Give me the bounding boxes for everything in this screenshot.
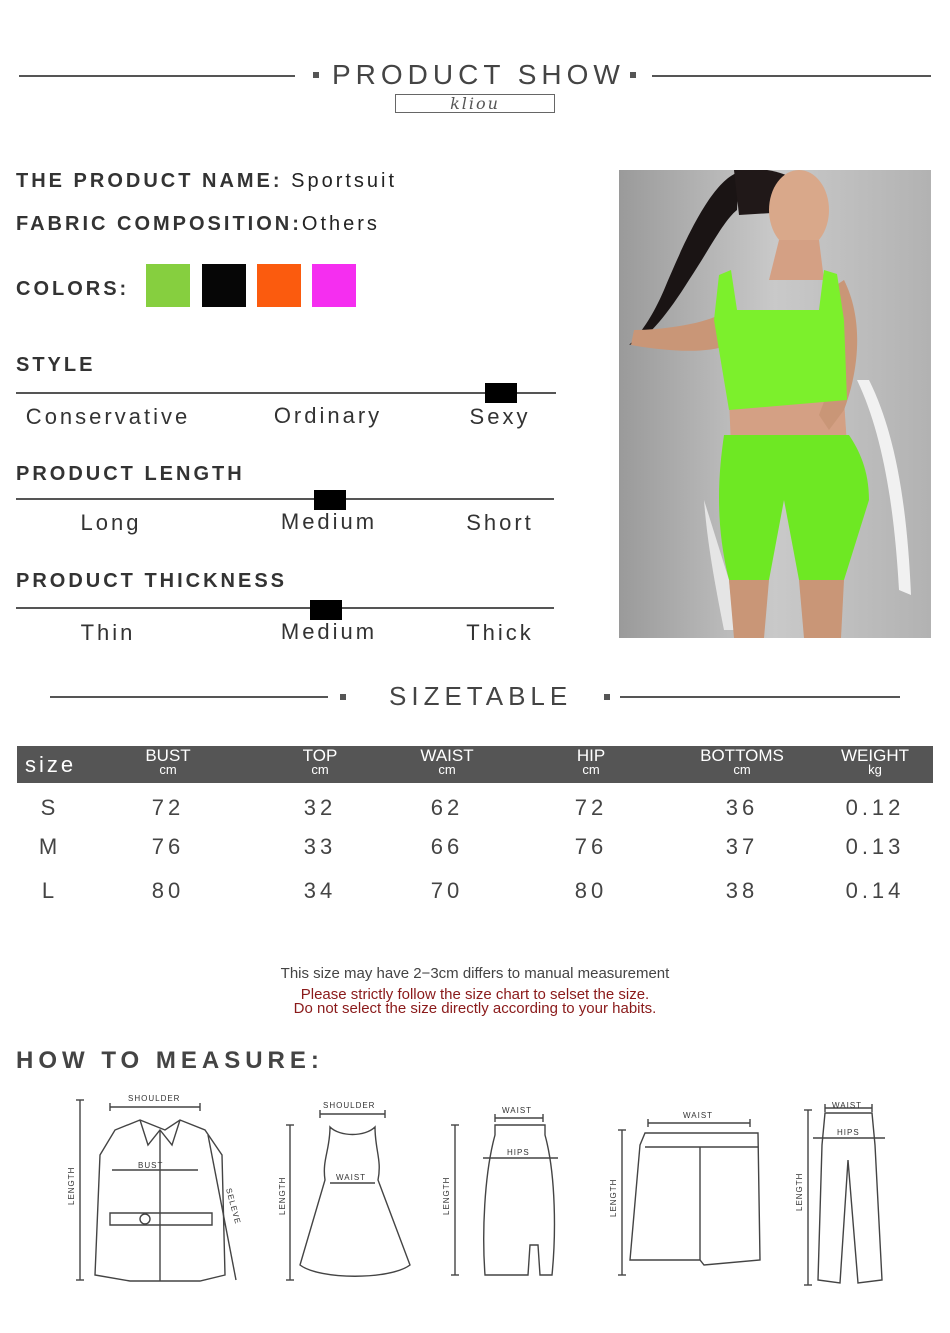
style-title: STYLE xyxy=(16,354,96,376)
column-header-weight xyxy=(841,746,909,777)
length-selected-marker xyxy=(314,490,346,510)
style-scale-line xyxy=(16,392,556,394)
dress-diagram xyxy=(286,1110,410,1280)
column-header-bottoms xyxy=(700,746,784,777)
table-cell: 37 xyxy=(725,834,759,859)
table-cell: 62 xyxy=(430,795,464,820)
style-option-conservative: Conservative xyxy=(25,404,191,429)
top-header: TOP xyxy=(302,746,338,765)
table-cell: 80 xyxy=(151,878,185,903)
column-header-top xyxy=(302,746,338,777)
jacket-shoulder-label: SHOULDER xyxy=(128,1094,181,1103)
note-follow-chart: Please strictly follow the size chart to selset the size. xyxy=(300,986,650,1003)
jacket-diagram xyxy=(76,1100,236,1281)
colors-row xyxy=(16,278,129,301)
note-measurement: This size may have 2−3cm differs to manual measurement xyxy=(280,965,670,982)
colors-label: COLORS: xyxy=(16,278,130,300)
length-title: PRODUCT LENGTH xyxy=(16,463,245,485)
size-label: S xyxy=(40,795,60,820)
top-unit: cm xyxy=(311,762,329,777)
how-to-measure-title: HOW TO MEASURE: xyxy=(16,1047,324,1074)
product-name-row xyxy=(16,170,397,193)
bust-header: BUST xyxy=(145,746,191,765)
jacket-bust-label: BUST xyxy=(138,1161,164,1170)
length-option-long: Long xyxy=(80,510,142,535)
pants-hips-label: HIPS xyxy=(837,1128,860,1137)
skirt-length-label: LENGTH xyxy=(442,1176,451,1215)
thickness-option-thick: Thick xyxy=(466,620,534,645)
jacket-sleeve-label: SELEVE xyxy=(224,1187,243,1226)
fabric-value: Others xyxy=(301,213,380,235)
sizetable-title: SIZETABLE xyxy=(389,681,573,711)
bottoms-unit: cm xyxy=(733,762,751,777)
table-cell: 70 xyxy=(430,878,464,903)
dress-waist-label: WAIST xyxy=(336,1173,367,1182)
table-cell: 76 xyxy=(574,834,608,859)
shorts-diagram xyxy=(618,1119,760,1275)
table-cell: 38 xyxy=(725,878,759,903)
jacket-length-label: LENGTH xyxy=(67,1166,76,1205)
length-scale-line xyxy=(16,498,554,500)
shorts-length-label: LENGTH xyxy=(609,1178,618,1217)
brand-logo: kliou xyxy=(395,94,555,113)
product-photo xyxy=(619,170,931,638)
column-header-bust xyxy=(145,746,191,777)
header-rule-right xyxy=(652,75,931,77)
thickness-option-medium: Medium xyxy=(280,619,378,644)
thickness-option-thin: Thin xyxy=(80,620,136,645)
fabric-label: FABRIC COMPOSITION: xyxy=(16,213,302,235)
shorts-waist-label: WAIST xyxy=(683,1111,714,1120)
table-cell: 0.14 xyxy=(845,878,905,903)
table-cell: 76 xyxy=(151,834,185,859)
color-swatch[interactable] xyxy=(312,264,356,307)
table-cell: 32 xyxy=(303,795,337,820)
style-option-ordinary: Ordinary xyxy=(273,403,383,428)
thickness-title: PRODUCT THICKNESS xyxy=(16,570,288,592)
header-bullet-right xyxy=(630,72,636,78)
pants-length-label: LENGTH xyxy=(795,1172,804,1211)
pants-waist-label: WAIST xyxy=(832,1101,863,1110)
table-cell: 0.12 xyxy=(845,795,905,820)
page-title: PRODUCT SHOW xyxy=(332,59,625,90)
sizetable-bullet-right xyxy=(604,694,610,700)
skirt-hips-label: HIPS xyxy=(507,1148,530,1157)
color-swatch[interactable] xyxy=(202,264,246,307)
table-cell: 72 xyxy=(574,795,608,820)
color-swatch[interactable] xyxy=(146,264,190,307)
sizetable-rule-left xyxy=(50,696,328,698)
sizetable-bullet-left xyxy=(340,694,346,700)
column-header-waist xyxy=(420,746,474,777)
hip-header: HIP xyxy=(576,746,606,765)
header-bullet-left xyxy=(313,72,319,78)
table-cell: 34 xyxy=(303,878,337,903)
sizetable-rule-right xyxy=(620,696,900,698)
skirt-diagram xyxy=(451,1114,558,1275)
style-option-sexy: Sexy xyxy=(469,404,531,429)
table-cell: 72 xyxy=(151,795,185,820)
style-selected-marker xyxy=(485,383,517,403)
size-table-header xyxy=(17,746,933,783)
skirt-waist-label: WAIST xyxy=(502,1106,533,1115)
measure-diagrams xyxy=(0,1085,950,1305)
length-option-short: Short xyxy=(466,510,534,535)
weight-header: WEIGHT xyxy=(841,746,909,765)
fabric-row xyxy=(16,213,380,236)
product-name-value: Sportsuit xyxy=(291,170,398,192)
note-habits: Do not select the size directly according to your habits. xyxy=(293,1000,657,1017)
table-cell: 0.13 xyxy=(845,834,905,859)
table-cell: 33 xyxy=(303,834,337,859)
table-cell: 66 xyxy=(430,834,464,859)
thickness-selected-marker xyxy=(310,600,342,620)
dress-length-label: LENGTH xyxy=(278,1176,287,1215)
waist-unit: cm xyxy=(438,762,456,777)
weight-unit: kg xyxy=(868,762,882,777)
bottoms-header: BOTTOMS xyxy=(700,746,784,765)
size-label: L xyxy=(41,878,59,903)
thickness-scale-line xyxy=(16,607,554,609)
table-cell: 36 xyxy=(725,795,759,820)
header-rule-left xyxy=(19,75,295,77)
column-header-hip xyxy=(576,746,606,777)
waist-header: WAIST xyxy=(420,746,474,765)
product-name-label: THE PRODUCT NAME: xyxy=(16,170,283,192)
hip-unit: cm xyxy=(582,762,600,777)
size-label: M xyxy=(38,834,62,859)
table-cell: 80 xyxy=(574,878,608,903)
dress-shoulder-label: SHOULDER xyxy=(323,1101,376,1110)
length-option-medium: Medium xyxy=(280,509,378,534)
color-swatch[interactable] xyxy=(257,264,301,307)
bust-unit: cm xyxy=(159,762,177,777)
size-column-header: size xyxy=(25,752,77,777)
